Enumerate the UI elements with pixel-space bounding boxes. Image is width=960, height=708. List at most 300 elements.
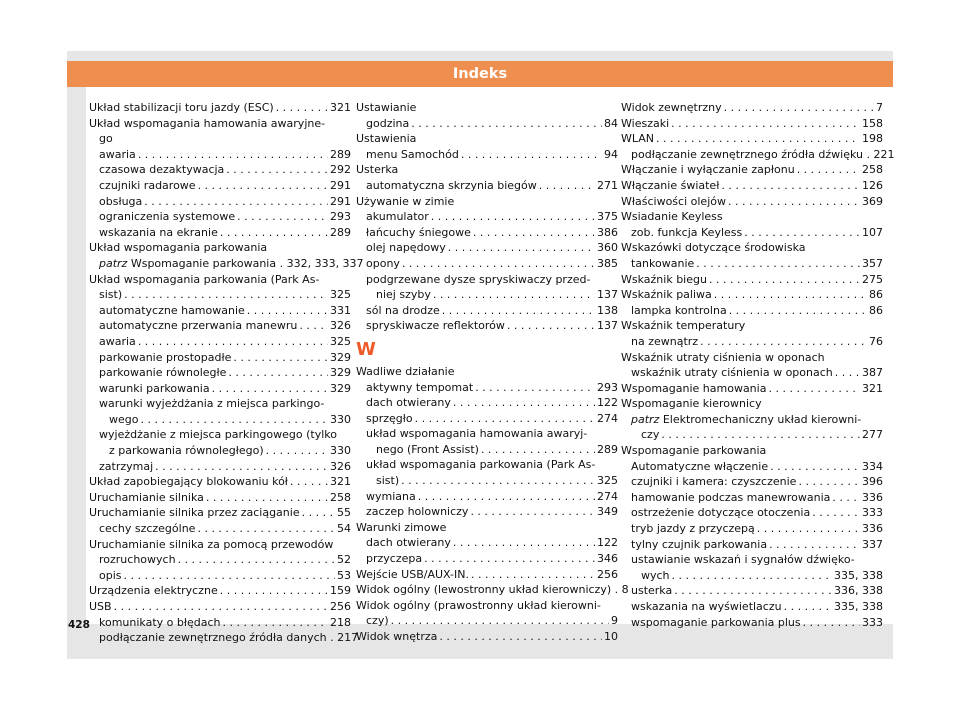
leader-dots	[206, 490, 328, 506]
index-entry	[89, 100, 351, 116]
index-entry	[621, 474, 883, 490]
index-page-ref: 387	[862, 366, 883, 380]
index-entry	[621, 583, 883, 599]
leader-dots	[433, 287, 595, 303]
index-page-ref: 335, 338	[834, 600, 883, 613]
index-entry-text: awaria	[99, 147, 136, 161]
index-entry-text: automatyczne przerwania manewru	[99, 319, 298, 333]
index-entry	[89, 350, 351, 366]
index-entry-text: Uruchamianie silnika za pomocą przewodów	[89, 537, 334, 551]
index-page-ref: 386	[597, 225, 618, 239]
index-heading	[89, 537, 351, 553]
leader-dots	[714, 287, 867, 303]
index-entry-text: wskazania na wyświetlaczu	[631, 600, 782, 613]
index-page-ref: 333	[862, 615, 883, 629]
index-entry-text: niej szyby	[376, 288, 431, 302]
index-entry	[621, 287, 883, 303]
leader-dots	[724, 100, 874, 116]
index-entry	[621, 599, 883, 615]
index-page-ref: 9	[611, 614, 618, 628]
index-page-ref: 138	[597, 303, 618, 317]
leader-dots	[721, 178, 860, 194]
index-page-ref: 86	[869, 288, 883, 302]
index-page-ref: 336, 338	[834, 584, 883, 598]
index-entry-text: Układ wspomagania parkowania (Park As-	[89, 272, 320, 286]
index-entry-text: komunikaty o błędach	[99, 615, 221, 629]
index-entry-text: Ustawianie	[356, 101, 417, 114]
index-page-ref: 329	[330, 366, 351, 380]
leader-dots	[812, 505, 860, 521]
leader-dots	[220, 225, 328, 241]
index-entry	[621, 147, 895, 163]
index-entry	[621, 131, 883, 147]
index-entry	[89, 334, 351, 350]
leader-dots	[266, 443, 328, 459]
index-page-ref: 326	[330, 319, 351, 333]
index-page-ref: 349	[597, 505, 618, 519]
index-page-ref: 346	[597, 552, 618, 566]
index-entry	[356, 225, 618, 241]
index-entry-text: tylny czujnik parkowania	[631, 537, 768, 551]
index-entry-text: Układ stabilizacji toru jazdy (ESC)	[89, 101, 274, 114]
index-page-ref: 84	[604, 116, 618, 130]
leader-dots	[470, 504, 595, 520]
index-entry-text: podłączanie zewnętrznego źródła danych . 217	[99, 631, 359, 645]
index-entry-text: Używanie w zimie	[356, 194, 455, 208]
index-page-ref: 274	[597, 411, 618, 425]
index-entry	[356, 380, 618, 396]
leader-dots	[415, 411, 595, 427]
index-page-ref: 52	[337, 553, 351, 567]
leader-dots	[453, 395, 595, 411]
index-page-ref: 330	[330, 444, 351, 458]
index-entry-text: Układ wspomagania parkowania	[89, 241, 268, 255]
index-page-ref: 293	[597, 380, 618, 394]
index-page-ref: 76	[869, 334, 883, 348]
leader-dots	[401, 473, 595, 489]
index-page-ref: 137	[597, 319, 618, 333]
index-entry-text: Uruchamianie silnika	[89, 490, 204, 504]
index-heading	[356, 457, 618, 473]
index-column-3	[621, 100, 895, 630]
index-page-ref: 325	[597, 474, 618, 488]
leader-dots	[299, 318, 328, 334]
index-entry-text: parkowanie równoległe	[99, 366, 227, 380]
index-page-ref: 329	[330, 381, 351, 395]
index-entry-text: akumulator	[366, 210, 429, 224]
index-entry	[356, 318, 618, 334]
leader-dots	[223, 615, 328, 631]
index-heading	[89, 396, 351, 412]
index-page-ref: 321	[862, 381, 883, 395]
index-entry	[89, 287, 351, 303]
leader-dots	[729, 303, 867, 319]
index-entry	[621, 459, 883, 475]
index-entry-text: wskaźnik utraty ciśnienia w oponach	[631, 366, 833, 380]
index-entry	[356, 147, 618, 163]
index-entry-text: czasowa dezaktywacja	[99, 163, 225, 177]
index-entry	[89, 303, 351, 319]
leader-dots	[728, 194, 860, 210]
index-entry-text: czujniki i kamera: czyszczenie	[631, 475, 797, 489]
index-heading	[621, 552, 883, 568]
index-entry	[89, 615, 351, 631]
index-page-ref: 334	[862, 459, 883, 473]
index-page-ref: 289	[597, 442, 618, 456]
leader-dots	[835, 365, 860, 381]
index-page-ref: 158	[862, 116, 883, 130]
index-entry	[356, 504, 618, 520]
index-entry-text: Uruchamianie silnika przez zaciąganie	[89, 506, 300, 520]
index-entry-text: ograniczenia systemowe	[99, 210, 236, 224]
index-page-ref: 137	[597, 288, 618, 302]
index-entry-text: Włączanie i wyłączanie zapłonu	[621, 163, 795, 177]
index-entry-text: opis	[99, 568, 122, 582]
leader-dots	[424, 551, 595, 567]
leader-dots	[769, 537, 860, 553]
index-column-1	[89, 100, 364, 646]
index-entry-text: układ wspomagania parkowania (Park As-	[366, 458, 596, 472]
leader-dots	[539, 178, 595, 194]
index-entry-text: Wspomaganie parkowania . 332, 333, 337	[127, 256, 364, 270]
index-entry	[356, 629, 618, 645]
index-page-ref: 126	[862, 178, 883, 192]
index-entry-text: wych	[641, 568, 670, 582]
index-letter-heading: W	[356, 338, 376, 360]
index-entry	[621, 256, 883, 272]
index-entry-text: Widok zewnętrzny	[621, 101, 722, 114]
leader-dots	[473, 225, 595, 241]
index-entry-text: Automatyczne włączenie	[631, 459, 769, 473]
leader-dots	[439, 629, 602, 645]
index-heading	[621, 318, 883, 334]
index-page-ref: 333	[862, 506, 883, 520]
index-entry-text: podłączanie zewnętrznego źródła dźwięku . 221	[631, 147, 895, 161]
index-heading	[356, 162, 618, 178]
index-heading	[621, 443, 883, 459]
index-entry-text: Widok ogólny (lewostronny układ kierowniczy) . 8	[356, 583, 629, 597]
index-heading	[89, 116, 351, 132]
index-heading	[356, 426, 618, 442]
leader-dots	[671, 116, 860, 132]
index-entry-text: godzina	[366, 116, 410, 130]
index-page-ref: 337	[862, 537, 883, 551]
index-heading	[89, 427, 351, 443]
index-heading	[621, 412, 883, 428]
index-entry	[89, 568, 351, 584]
index-page-ref: 258	[862, 163, 883, 177]
index-entry	[356, 178, 618, 194]
leader-dots	[302, 505, 335, 521]
index-entry-text: Warunki zimowe	[356, 520, 447, 534]
index-entry	[89, 552, 351, 568]
index-entry-text: łańcuchy śniegowe	[366, 225, 471, 239]
index-entry	[89, 521, 351, 537]
index-entry-text: automatyczna skrzynia biegów	[366, 178, 537, 192]
index-heading	[356, 598, 618, 614]
leader-dots	[247, 303, 328, 319]
leader-dots	[144, 194, 328, 210]
index-column-2	[356, 100, 629, 645]
leader-dots	[140, 412, 328, 428]
index-entry	[89, 225, 351, 241]
index-entry-text: czy)	[366, 614, 389, 628]
index-entry-text: Wadliwe działanie	[356, 364, 455, 378]
index-entry	[89, 194, 351, 210]
leader-dots	[411, 116, 602, 132]
index-entry	[621, 225, 883, 241]
index-entry	[621, 116, 883, 132]
index-entry-text: sprzęgło	[366, 411, 413, 425]
index-entry-text: Wspomaganie hamowania	[621, 381, 767, 395]
leader-dots	[507, 318, 595, 334]
index-heading	[356, 131, 618, 147]
index-heading	[621, 396, 883, 412]
index-heading	[621, 350, 883, 366]
index-entry	[89, 209, 351, 225]
leader-dots	[481, 442, 595, 458]
index-page-ref: 274	[597, 489, 618, 503]
leader-dots	[226, 162, 328, 178]
index-entry	[89, 490, 351, 506]
index-entry	[89, 256, 364, 272]
index-entry-text: Wskaźnik utraty ciśnienia w oponach	[621, 350, 825, 364]
index-entry-text: nego (Front Assist)	[376, 442, 479, 456]
index-page-ref: 336	[862, 490, 883, 504]
index-entry	[621, 381, 883, 397]
index-entry-text: Wskaźnik temperatury	[621, 319, 746, 333]
index-page-ref: 325	[330, 334, 351, 348]
index-page-ref: 292	[330, 163, 351, 177]
index-entry	[356, 411, 618, 427]
index-entry-text: z parkowania równoległego)	[109, 444, 264, 458]
index-heading	[356, 272, 618, 288]
index-entry	[356, 551, 618, 567]
index-page-ref: 329	[330, 350, 351, 364]
index-entry-text: rozruchowych	[99, 553, 176, 567]
index-entry-text: czujniki radarowe	[99, 178, 196, 192]
index-entry	[621, 365, 883, 381]
index-page-ref: 291	[330, 178, 351, 192]
index-entry-text: sól na drodze	[366, 303, 440, 317]
index-page-ref: 275	[862, 272, 883, 286]
index-entry-text: tryb jazdy z przyczepą	[631, 522, 755, 536]
index-entry	[89, 443, 351, 459]
index-entry-text: Urządzenia elektryczne	[89, 584, 218, 598]
index-entry-text: przyczepa	[366, 552, 423, 566]
leader-dots	[784, 599, 832, 615]
index-entry-text: menu Samochód	[366, 147, 459, 161]
index-entry-text: Wskaźnik paliwa	[621, 288, 712, 302]
index-page-ref: 335, 338	[834, 568, 883, 582]
leader-dots	[797, 162, 860, 178]
index-entry	[356, 613, 618, 629]
index-entry	[621, 615, 883, 631]
leader-dots	[276, 100, 328, 116]
index-entry	[89, 381, 351, 397]
leader-dots	[233, 350, 328, 366]
index-entry-text: Widok ogólny (prawostronny układ kierowni-	[356, 598, 601, 612]
leader-dots	[674, 583, 832, 599]
index-entry	[621, 162, 883, 178]
index-entry-text: WLAN	[621, 132, 655, 146]
cross-ref-word: patrz	[631, 412, 660, 426]
index-heading	[89, 131, 351, 147]
index-heading	[621, 209, 883, 225]
index-entry-text: opony	[366, 256, 400, 270]
index-entry-text: Wspomaganie parkowania	[621, 444, 767, 458]
index-entry	[89, 412, 351, 428]
leader-dots	[709, 272, 860, 288]
index-page-ref: 107	[862, 225, 883, 239]
index-entry-text: Właściwości olejów	[621, 194, 726, 208]
index-page-ref: 336	[862, 522, 883, 536]
leader-dots	[757, 521, 860, 537]
leader-dots	[768, 381, 860, 397]
leader-dots	[220, 583, 328, 599]
index-entry-text: USB	[89, 600, 112, 613]
leader-dots	[198, 178, 328, 194]
index-entry-text: zob. funkcja Keyless	[631, 225, 743, 239]
index-heading	[89, 240, 351, 256]
index-page-ref: 94	[604, 147, 618, 161]
index-heading	[356, 520, 618, 536]
index-entry	[621, 490, 883, 506]
index-entry	[89, 599, 351, 615]
index-entry-text: Wsiadanie Keyless	[621, 210, 723, 224]
leader-dots	[461, 147, 602, 163]
leader-dots	[124, 568, 336, 584]
index-entry-text: wego	[109, 412, 139, 426]
index-page-ref: 122	[597, 536, 618, 550]
index-entry	[621, 521, 883, 537]
index-entry	[621, 427, 883, 443]
index-page-ref: 159	[330, 584, 351, 598]
index-page-ref: 357	[862, 256, 883, 270]
index-entry	[89, 147, 351, 163]
index-entry	[89, 318, 351, 334]
leader-dots	[237, 209, 328, 225]
index-entry	[621, 537, 883, 553]
index-page-ref: 331	[330, 303, 351, 317]
index-entry-text: wspomaganie parkowania plus	[631, 615, 801, 629]
leader-dots	[212, 381, 328, 397]
index-entry-text: Wskazówki dotyczące środowiska	[621, 241, 806, 255]
leader-dots	[178, 552, 335, 568]
index-entry-text: Wejście USB/AUX-IN.	[356, 567, 469, 581]
leader-dots	[138, 147, 328, 163]
index-entry	[356, 287, 618, 303]
index-entry-text: Elektromechaniczny układ kierowni-	[659, 412, 862, 426]
index-entry-text: sist)	[99, 288, 123, 302]
index-entry	[89, 365, 351, 381]
index-entry	[621, 194, 883, 210]
index-entry-text: olej napędowy	[366, 241, 446, 255]
index-page-ref: 369	[862, 194, 883, 208]
page-number: 428	[68, 619, 90, 631]
index-entry	[621, 568, 883, 584]
leader-dots	[402, 256, 595, 272]
index-entry	[356, 256, 618, 272]
index-entry-text: parkowanie prostopadłe	[99, 350, 232, 364]
index-entry	[89, 162, 351, 178]
header-band	[67, 61, 893, 87]
index-entry-text: zaczep holowniczy	[366, 505, 469, 519]
index-entry	[621, 100, 883, 116]
index-entry	[621, 303, 883, 319]
index-entry	[621, 178, 883, 194]
index-entry-text: cechy szczególne	[99, 522, 196, 536]
leader-dots	[442, 303, 595, 319]
index-entry-text: sist)	[376, 474, 400, 488]
index-entry	[621, 272, 883, 288]
index-page-ref: 258	[330, 490, 351, 504]
index-entry-text: usterka	[631, 584, 673, 598]
index-entry-text: awaria	[99, 334, 136, 348]
index-page-ref: 53	[337, 568, 351, 582]
index-heading	[621, 240, 883, 256]
index-page-ref: 256	[330, 600, 351, 613]
index-entry-text: wymiana	[366, 489, 416, 503]
index-entry-text: Włączanie świateł	[621, 178, 720, 192]
index-entry-text: spryskiwacze reflektorów	[366, 319, 505, 333]
leader-dots	[391, 613, 609, 629]
index-entry	[356, 240, 618, 256]
index-entry	[356, 395, 618, 411]
index-entry	[89, 583, 351, 599]
index-entry-text: wyjeżdżanie z miejsca parkingowego (tylko	[99, 428, 337, 442]
index-page-ref: 198	[862, 132, 883, 146]
leader-dots	[798, 474, 860, 490]
index-entry-text: dach otwierany	[366, 396, 451, 410]
leader-dots	[290, 474, 328, 490]
index-entry-text: zatrzymaj	[99, 459, 154, 473]
index-page-ref: 330	[330, 412, 351, 426]
leader-dots	[700, 334, 867, 350]
index-page-ref: 277	[862, 428, 883, 442]
index-entry	[356, 209, 618, 225]
leader-dots	[696, 256, 860, 272]
index-entry	[356, 567, 618, 583]
index-page-ref: 325	[330, 288, 351, 302]
index-entry-text: automatyczne hamowanie	[99, 303, 245, 317]
index-entry-text: Układ wspomagania hamowania awaryjne-	[89, 116, 326, 130]
index-page-ref: 7	[876, 101, 883, 114]
index-page-ref: 86	[869, 303, 883, 317]
index-entry	[621, 334, 883, 350]
index-entry-text: na zewnątrz	[631, 334, 699, 348]
leader-dots	[770, 459, 860, 475]
index-heading	[356, 194, 618, 210]
index-entry-text: wskazania na ekranie	[99, 225, 218, 239]
index-page-ref: 321	[330, 475, 351, 489]
index-page-ref: 321	[330, 101, 351, 114]
leader-dots	[453, 535, 595, 551]
index-entry-text: obsługa	[99, 194, 143, 208]
index-page-ref: 218	[330, 615, 351, 629]
index-entry-text: podgrzewane dysze spryskiwaczy przed-	[366, 272, 591, 286]
index-entry	[621, 505, 883, 521]
index-entry-text: aktywny tempomat	[366, 380, 474, 394]
index-page-ref: 293	[330, 210, 351, 224]
index-entry-text: warunki wyjeżdżania z miejsca parkingo-	[99, 397, 325, 411]
page-title: Indeks	[452, 66, 508, 82]
index-entry-text: lampka kontrolna	[631, 303, 727, 317]
index-heading	[356, 364, 618, 380]
index-entry-text: Wspomaganie kierownicy	[621, 397, 762, 411]
index-page-ref: 396	[862, 475, 883, 489]
leader-dots	[661, 427, 860, 443]
